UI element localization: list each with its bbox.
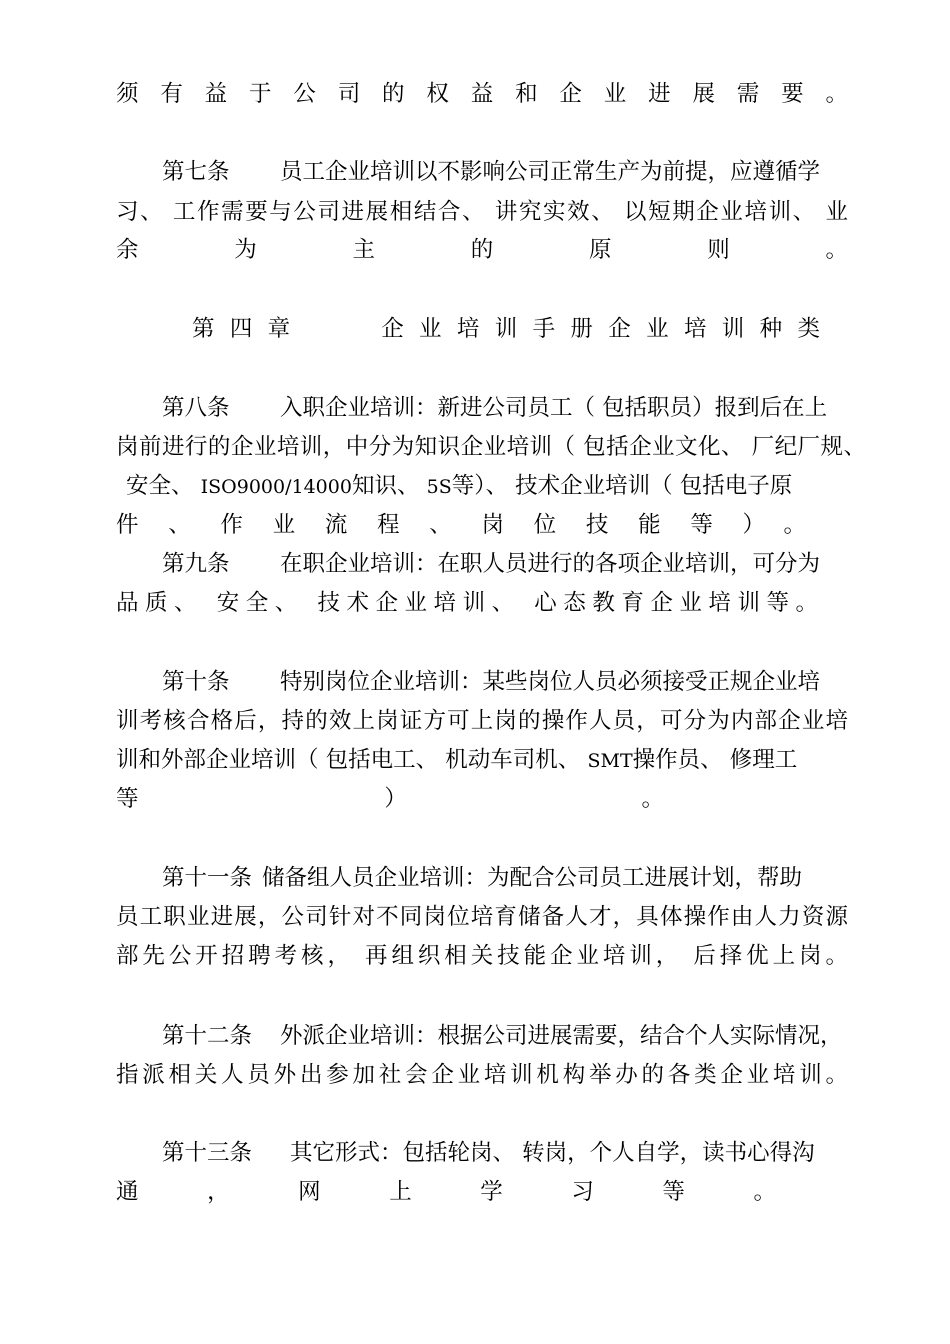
- text-line: 品质、 安全、 技术企业培训、 心态教育企业培训等。: [116, 590, 818, 616]
- article-13: [162, 1137, 848, 1169]
- text-line: 外派企业培训：根据公司进展需要，结合个人实际情况，: [280, 1023, 843, 1049]
- chapter-heading: 第四章 企业培训手册企业培训种类: [192, 316, 820, 342]
- text-line: 指派相关人员外出参加社会企业培训机构举办的各类企业培训。: [116, 1062, 848, 1088]
- article-9: [162, 548, 848, 580]
- article-heading: 第八条: [162, 395, 230, 421]
- text-line: 训考核合格后，持的效上岗证方可上岗的操作人员，可分为内部企业培: [116, 708, 848, 734]
- text-line: 特别岗位企业培训：某些岗位人员必须接受正规企业培: [280, 669, 821, 695]
- text-line: 员工企业培训以不影响公司正常生产为前提，应遵循学: [280, 159, 821, 185]
- article-heading: 第十条: [162, 669, 230, 695]
- text-line: 通，网上学习等。: [116, 1179, 776, 1205]
- text-line: 须有益于公司的权益和企业进展需要。: [116, 81, 848, 107]
- article-heading: 第十三条: [162, 1140, 253, 1166]
- text-line: 等）。: [116, 786, 664, 812]
- text-segment: 训和外部企业培训（ 包括电工、 机动车司机、: [116, 747, 588, 773]
- text-line: 余为主的原则。: [116, 237, 848, 263]
- text-line-mixed: [116, 470, 848, 503]
- article-heading: 第九条: [162, 551, 230, 577]
- article-12: [162, 1020, 848, 1052]
- text-line: 员工职业进展，公司针对不同岗位培育储备人才，具体操作由人力资源: [116, 904, 848, 930]
- text-segment: 5S: [426, 476, 452, 498]
- text-line: 储备组人员企业培训：为配合公司员工进展计划，帮助: [262, 865, 803, 891]
- text-line: 岗前进行的企业培训，中分为知识企业培训（ 包括企业文化、 厂纪厂规、: [116, 434, 866, 460]
- text-line: 其它形式：包括轮岗、 转岗，个人自学，读书心得沟: [290, 1140, 815, 1166]
- text-segment: 等）、 技术企业培训（ 包括电子原: [451, 473, 793, 499]
- text-segment: 安全、: [126, 473, 201, 499]
- text-line: 入职企业培训：新进公司员工（ 包括职员）报到后在上: [280, 395, 828, 421]
- text-line-mixed: [116, 744, 848, 777]
- text-segment: 知识、: [351, 473, 427, 499]
- text-line: 在职企业培训：在职人员进行的各项企业培训，可分为: [280, 551, 821, 577]
- text-segment: 操作员、 修理工: [632, 747, 798, 773]
- article-heading: 第十一条: [162, 865, 253, 891]
- article-7: [162, 156, 848, 188]
- article-heading: 第十二条: [162, 1023, 253, 1049]
- article-10: [162, 666, 848, 698]
- text-line: 部先公开招聘考核， 再组织相关技能企业培训， 后择优上岗。: [116, 943, 848, 969]
- text-line: 习、 工作需要与公司进展相结合、 讲究实效、 以短期企业培训、 业: [116, 199, 848, 225]
- text-segment: SMT: [587, 750, 633, 772]
- text-segment: ISO9000/14000: [200, 476, 352, 498]
- article-heading: 第七条: [162, 159, 230, 185]
- article-11: [162, 862, 848, 894]
- article-8: [162, 392, 848, 424]
- text-line: 件、作业流程、岗位技能等）。: [116, 512, 806, 538]
